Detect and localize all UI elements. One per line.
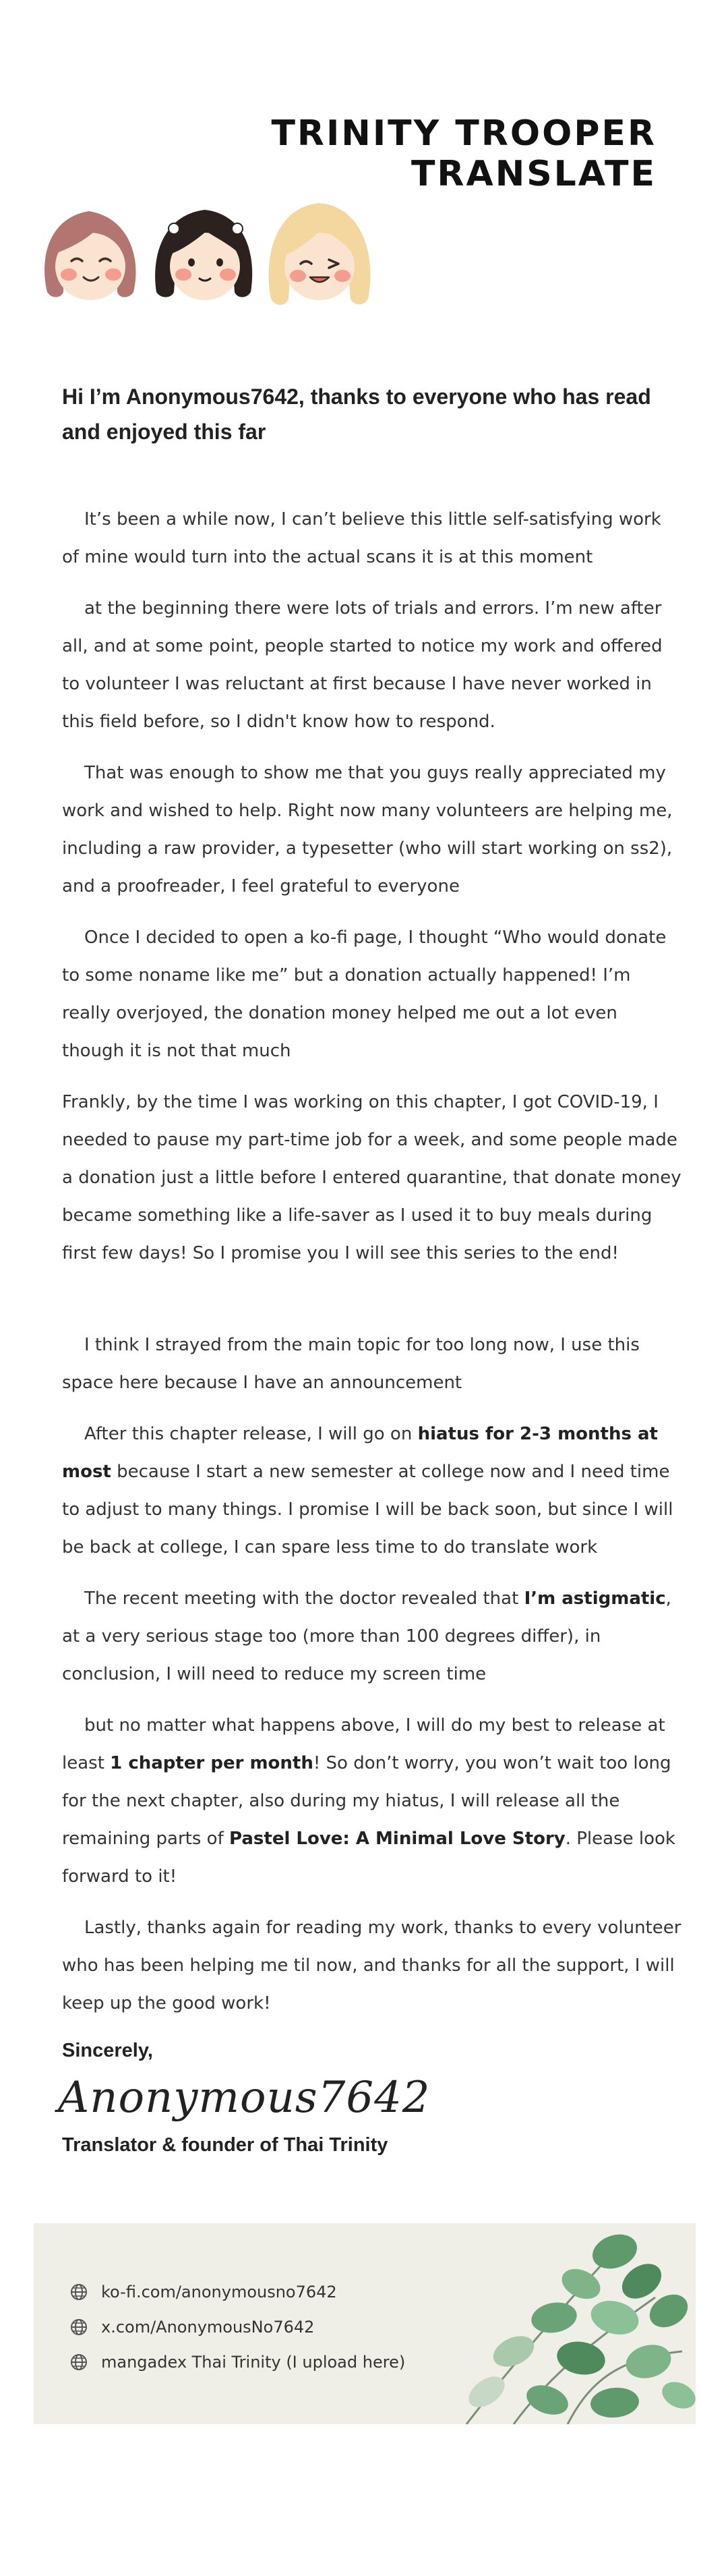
text: . Please look forward to it!	[62, 1829, 675, 1887]
hiatus-highlight: hiatus for 2-3 months at most	[62, 1424, 658, 1482]
avatar-blonde-girl	[269, 203, 371, 305]
avatar-dark-hair-girl	[155, 210, 252, 300]
eucalyptus-leaves-illustration	[413, 2223, 696, 2424]
greeting-heading: Hi I’m Anonymous7642, thanks to everyone who has read and enjoyed this far	[62, 384, 651, 444]
paragraph-beginning: at the beginning there were lots of trials and errors. I’m new after all, and at some point, people started to notice my work and offered to volunteer I was reluctant at first because I have never worked in this field before, so I didn't know how to respond.	[62, 598, 663, 732]
mangadex-link[interactable]: mangadex Thai Trinity (I upload here)	[101, 2353, 406, 2372]
title-line-1: TRINITY TROOPER	[271, 113, 657, 154]
link-item-mangadex[interactable]	[69, 2345, 405, 2380]
paragraph-release-plan	[62, 1707, 684, 1895]
chapter-rate-highlight: 1 chapter per month	[110, 1753, 313, 1773]
link-item-x[interactable]	[69, 2310, 405, 2345]
text: After this chapter release, I will go on	[84, 1424, 418, 1444]
text: but no matter what happens above, I will do my best to release at least	[62, 1715, 665, 1773]
link-item-kofi[interactable]	[69, 2274, 405, 2310]
globe-icon	[69, 2282, 89, 2302]
signoff	[58, 2036, 534, 2160]
sincerely-label: Sincerely,	[62, 2040, 153, 2061]
text: The recent meeting with the doctor revealed that	[84, 1588, 524, 1609]
paragraph-astigmatism	[62, 1580, 684, 1693]
signature: Anonymous7642	[58, 2073, 431, 2123]
series-title-highlight: Pastel Love: A Minimal Love Story	[229, 1829, 566, 1849]
astigmatic-highlight: I’m astigmatic	[524, 1588, 666, 1609]
paragraph-announcement-intro: I think I strayed from the main topic for too long now, I use this space here because I have an announcement	[62, 1335, 640, 1393]
letter-body	[62, 500, 684, 2036]
paragraph-hiatus	[62, 1415, 684, 1566]
paragraph-reflection: It’s been a while now, I can’t believe this little self-satisfying work of mine would turn into the actual scans it is at this moment	[62, 509, 661, 567]
paragraph-covid: Frankly, by the time I was working on this chapter, I got COVID-19, I needed to pause my part-time job for a week, and some people made a donation just a little before I entered quarantine, that donate money became something like a life-saver as I used it to buy meals during first few days! So I promise you I will see this series to the end!	[62, 1092, 681, 1263]
globe-icon	[69, 2352, 89, 2372]
x-link[interactable]: x.com/AnonymousNo7642	[101, 2318, 315, 2337]
kofi-link[interactable]: ko-fi.com/anonymousno7642	[101, 2283, 337, 2301]
paragraph-thanks: Lastly, thanks again for reading my work, thanks to every volunteer who has been helping me til now, and thanks for all the support, I will keep up the good work!	[62, 1918, 681, 2013]
paragraph-volunteers: That was enough to show me that you guys really appreciated my work and wished to help. Right now many volunteers are helping me, including a raw provider, a typesetter (who will start working on ss2), and a proofreader, I feel grateful to everyone	[62, 763, 673, 896]
character-avatars-illustration	[42, 191, 372, 309]
page-title	[271, 113, 657, 194]
title-line-2: TRANSLATE	[411, 154, 657, 194]
text: ! So don’t worry, you won’t wait too long for the next chapter, also during my hiatus, I will release all the remaining parts of	[62, 1753, 671, 1849]
text: because I start a new semester at college now and I need time to adjust to many things. I promise I will be back soon, but since I will be back at college, I can spare less time to do translate work	[62, 1462, 673, 1557]
avatar-brown-hair-girl	[44, 211, 135, 300]
contact-panel	[34, 2223, 696, 2424]
globe-icon	[69, 2317, 89, 2337]
links-list	[69, 2274, 405, 2380]
paragraph-kofi: Once I decided to open a ko-fi page, I thought “Who would donate to some noname like me” but a donation actually happened! I’m really overjoyed, the donation money helped me out a lot even though it is not that much	[62, 927, 667, 1061]
author-role: Translator & founder of Thai Trinity	[62, 2134, 388, 2156]
text: , at a very serious stage too (more than 100 degrees differ), in conclusion, I will need to reduce my screen time	[62, 1588, 671, 1684]
